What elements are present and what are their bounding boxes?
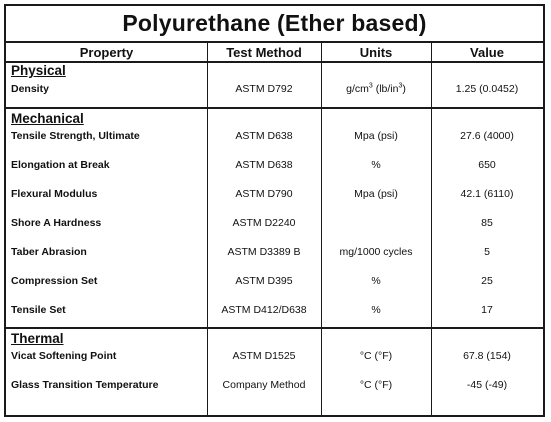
units-cell: Mpa (psi) xyxy=(354,188,398,200)
section-title-thermal: Thermal xyxy=(11,331,64,346)
method-cell: Company Method xyxy=(222,379,306,391)
table-row xyxy=(6,273,543,289)
property-cell: Tensile Set xyxy=(11,304,66,316)
property-cell: Density xyxy=(11,83,49,95)
method-cell: ASTM D638 xyxy=(235,130,293,142)
table-row xyxy=(6,348,543,364)
units-cell: % xyxy=(371,304,381,316)
method-cell: ASTM D412/D638 xyxy=(221,304,307,316)
property-cell: Taber Abrasion xyxy=(11,246,87,258)
property-cell: Tensile Strength, Ultimate xyxy=(11,130,140,142)
value-cell: 1.25 (0.0452) xyxy=(455,83,519,95)
sheet-title: Polyurethane (Ether based) xyxy=(6,6,543,43)
value-cell: 42.1 (6110) xyxy=(460,188,514,200)
table-row xyxy=(6,377,543,393)
units-cell: $g/cm^3$ $(lb/in^3)$ xyxy=(346,82,406,95)
value-cell: 17 xyxy=(481,304,493,316)
section-divider xyxy=(6,327,543,329)
value-cell: 27.6 (4000) xyxy=(460,130,514,142)
value-cell: 5 xyxy=(484,246,490,258)
method-cell: ASTM D1525 xyxy=(232,350,296,362)
property-cell: Compression Set xyxy=(11,275,98,287)
units-cell: Mpa (psi) xyxy=(354,130,398,142)
property-cell: Vicat Softening Point xyxy=(11,350,117,362)
table-row xyxy=(6,81,543,97)
property-cell: Elongation at Break xyxy=(11,159,110,171)
value-cell: 67.8 (154) xyxy=(463,350,511,362)
table-row xyxy=(6,157,543,173)
table-header xyxy=(6,43,543,63)
value-cell: 25 xyxy=(481,275,493,287)
units-cell: °C (°F) xyxy=(359,379,393,391)
units-cell: mg/1000 cycles xyxy=(339,246,413,258)
table-row xyxy=(6,215,543,231)
table-row xyxy=(6,244,543,260)
section-title-physical: Physical xyxy=(11,63,66,78)
method-cell: ASTM D638 xyxy=(235,159,293,171)
data-sheet xyxy=(4,4,545,417)
property-cell: Shore A Hardness xyxy=(11,217,102,229)
section-title-mechanical: Mechanical xyxy=(11,111,84,126)
property-cell: Glass Transition Temperature xyxy=(11,379,159,391)
header-property: Property xyxy=(79,44,134,60)
units-cell: °C (°F) xyxy=(359,350,393,362)
value-cell: -45 (-49) xyxy=(466,379,508,391)
units-cell: % xyxy=(371,275,381,287)
method-cell: ASTM D790 xyxy=(235,188,293,200)
method-cell: ASTM D2240 xyxy=(232,217,296,229)
table-row xyxy=(6,302,543,318)
header-value: Value xyxy=(470,44,504,60)
section-divider xyxy=(6,107,543,109)
table-row xyxy=(6,186,543,202)
value-cell: 650 xyxy=(478,159,496,171)
method-cell: ASTM D3389 B xyxy=(227,246,301,258)
method-cell: ASTM D395 xyxy=(235,275,293,287)
value-cell: 85 xyxy=(481,217,493,229)
method-cell: ASTM D792 xyxy=(235,83,293,95)
header-test-method: Test Method xyxy=(226,44,302,60)
units-cell: % xyxy=(371,159,381,171)
property-cell: Flexural Modulus xyxy=(11,188,98,200)
table-row xyxy=(6,128,543,144)
header-units: Units xyxy=(359,44,393,60)
